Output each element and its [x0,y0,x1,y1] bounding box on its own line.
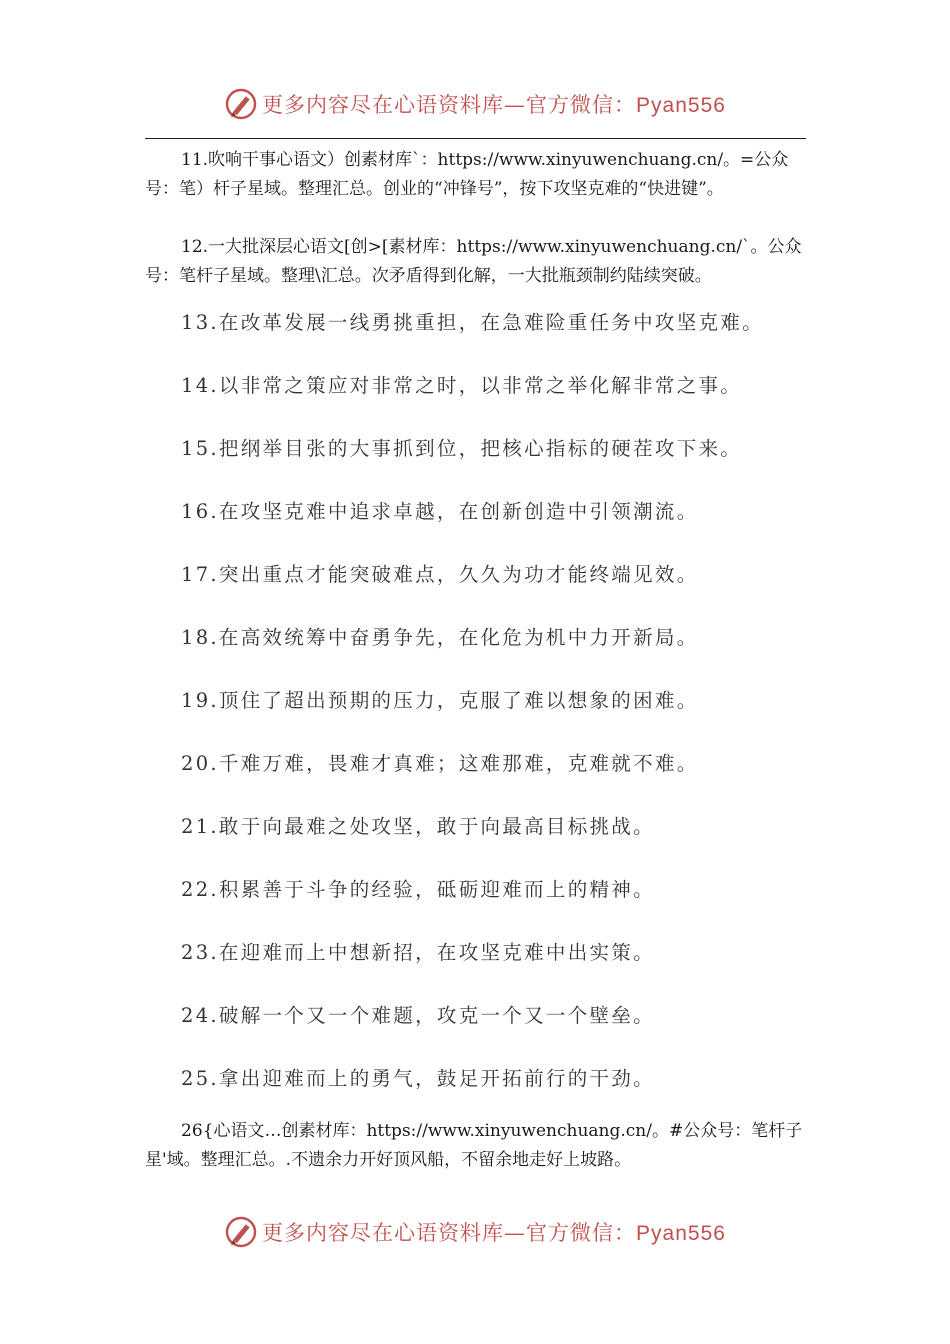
list-item: 13.在改革发展一线勇挑重担，在急难险重任务中攻坚克难。 [181,311,764,334]
list-item: 16.在攻坚克难中追求卓越，在创新创造中引领潮流。 [181,500,699,523]
footer-banner [0,1212,950,1252]
list-item: 14.以非常之策应对非常之时，以非常之举化解非常之事。 [181,374,743,397]
list-item: 23.在迎难而上中想新招，在攻坚克难中出实策。 [181,941,655,964]
header-banner-wechat-id: Pyan556 [636,94,726,117]
pen-logo-icon [224,1215,258,1249]
list-item: 15.把纲举目张的大事抓到位，把核心指标的硬茬攻下来。 [181,437,743,460]
header-banner-text: 更多内容尽在心语资料库—官方微信：Pyan556 [262,93,726,117]
header-rule [145,138,806,139]
footer-banner-text: 更多内容尽在心语资料库—官方微信：Pyan556 [262,1221,726,1245]
footer-banner-wechat-id: Pyan556 [636,1222,726,1245]
list-item: 17.突出重点才能突破难点，久久为功才能终端见效。 [181,563,699,586]
header-banner [0,84,950,124]
paragraph-26: 26{心语文…创素材库：https://www.xinyuwenchuang.cn/。#公众号：笔杆子星'域。整理汇总。.不遗余力开好顶风船，不留余地走好上坡路。 [145,1121,803,1170]
list-item: 24.破解一个又一个难题，攻克一个又一个壁垒。 [181,1004,655,1027]
paragraph-12: 12.一大批深层心语文[创>[素材库：https://www.xinyuwenchuang.cn/`。公众号：笔杆子星域。整理\汇总。次矛盾得到化解，一大批瓶颈制约陆续突破。 [145,237,802,286]
list-item: 20.千难万难，畏难才真难；这难那难，克难就不难。 [181,752,699,775]
list-item: 21.敢于向最难之处攻坚，敢于向最高目标挑战。 [181,815,655,838]
list-item: 19.顶住了超出预期的压力，克服了难以想象的困难。 [181,689,699,712]
pen-logo-icon [224,87,258,121]
paragraph-11: 11.吹响干事心语文）创素材库`：https://www.xinyuwenchuang.cn/。=公众号：笔）杆子星域。整理汇总。创业的“冲锋号”，按下攻坚克难的“快进键”。 [145,150,789,199]
list-item: 25.拿出迎难而上的勇气，鼓足开拓前行的干劲。 [181,1067,655,1090]
list-item: 22.积累善于斗争的经验，砥砺迎难而上的精神。 [181,878,655,901]
list-item: 18.在高效统筹中奋勇争先，在化危为机中力开新局。 [181,626,699,649]
